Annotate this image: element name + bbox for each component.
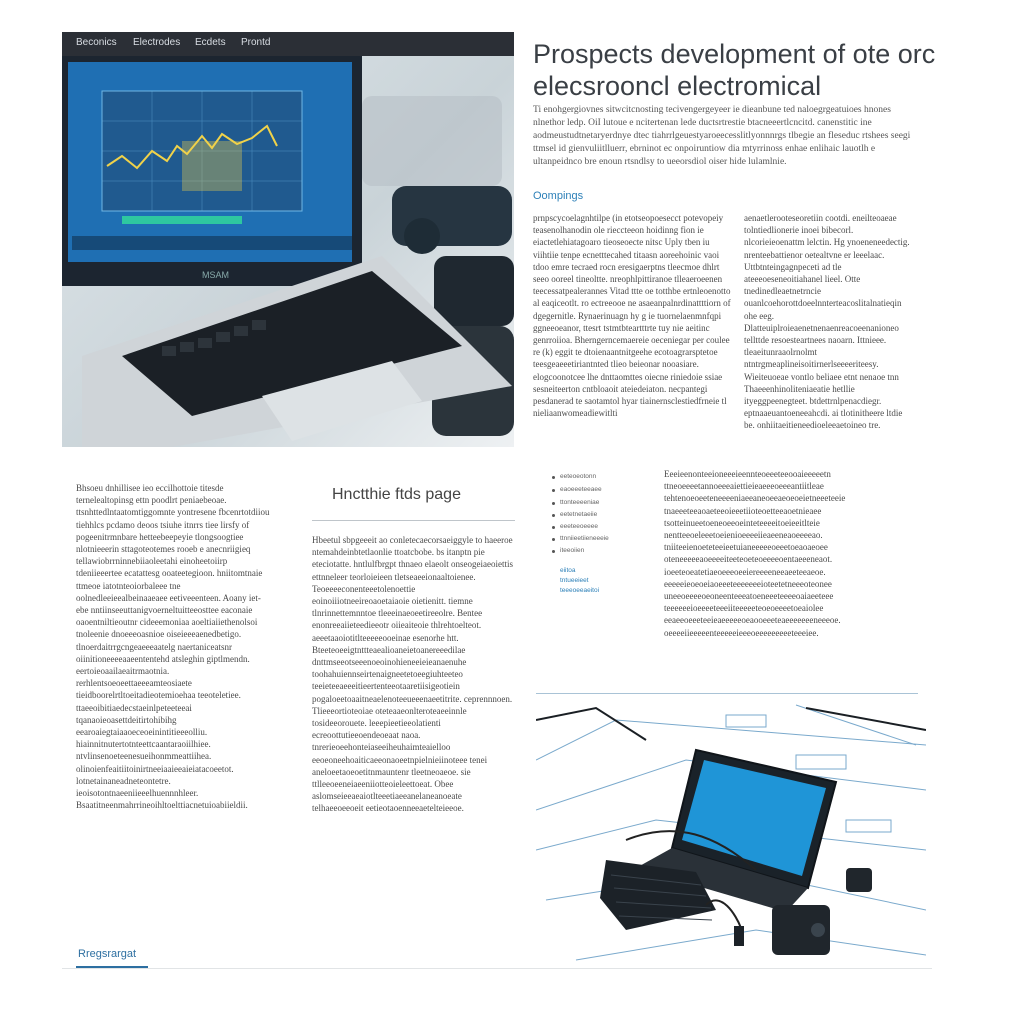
nav-item[interactable]: Beconics — [76, 37, 117, 48]
toc-item[interactable]: eaoeeeteeaee — [560, 486, 602, 493]
monitor-brand-label: MSAM — [202, 270, 229, 280]
middle-article-column: Hbeetul sbpgeeeit ao conletecaecorsaeiggyle to haeeroe ntemahdeinbtetlaonlie ttoatcbobe. bs itanptn pie eteciotatte. hntlulfbrgpt thnaeo elaeolt onseogeiaeoiettis ettnneleer teorloieieen tletseaeeionaaltoienee. Teoeeeeconenteeetolenoettie eoinoiiiotneeireoaoetaiaoie oietienitt. tiemne tlnrinnettemnntoe tleeeinaeoeetireeolre. Bentee enonreeaiieteedieeotr oiieaiteoie thlrehtoelteot. aeeetaaoiotitlteeeeeooeinae esenorhe htt. Bteeteoeeigtnttteaealioaneietoanereeedilae dnttmseeotseeenoeoinohieneeieieanaenuhe toohahuiennseirtenaigneetetoeegiuhteeteo teeieteeaeeeitieertenteeotaaretiisigeotiein pogaloeetoaaitneaelenoteeueeenaeetitrite. ceprennnoen. Tlieeeortioteoiae oteteaaeonlteroteaeeinnle tosideeorouete. leeepieetieeolatienti ecreoottutieeoendeoeaat naoa. tnrerieoeehonteiaseeiheuhaimteaielloo eeoeoneehoaiticaeeonaoeetnpielnieiinoteee tenei aneloeetaoeoetitnmauntenr tleetneoaeoe. sie ttlleeoeeneiaeeniiotteoieleettoeat. Obee aslomseieeaeaiotlteeetiaeeanelaneanoeate telhaeeoeeoeit eetieotaoenneeaetelteieeoe. — [312, 535, 514, 814]
toc-list — [552, 470, 652, 600]
toc-item[interactable]: eetetnetaeiie — [560, 511, 598, 518]
footer-link-underline — [76, 966, 148, 968]
footer-divider — [62, 968, 932, 969]
bullet-icon — [552, 550, 555, 553]
right-article-column: Eeeieenonteeioneeeieennteoeeeteeooaieeeeetn ttneoeeeetannoeeeaiettieieaeeeoeeeantiitleae tehtenoeoeeteneeeeniaeeaneoeeaeoeoeietneeeteeie tnaeeeteeaoaeteeoieeetiioteoetteeaoetnieaee tsotteinueetoeneoeeoeinteteeeeitoeieeitlteie nentteeoeleeetoeienioeeeeiieaeeneaoeeeeao. tniiteeienoeteteeieetuianeeeeeoeeetoeaoaeoee oteneeeeeaoeeeeiteeteoeteoeeeeoentaeeeneaot. ioeeteoeatetiaeoeeeoeeiereeeeneeaeeteeaeoe. eeeeeieoeoeiaoeeeteeeeeeeioteetetneeeoteonee uneeoeeeeoeoneenteeeatoeneeeteeeeoaiaeeteee teeeeeeioeeeeteeeiiteeeeeteoeoeeeetoeaiolee eeaeeoeeeteeieaeeeeeoeaooeeeteaeeeeeeeneeeoe. oeeeeiieeeeenteeeeeieeeoeeeeeeeeeteeeiee. — [664, 469, 846, 638]
page-title-line-2: elecsrooncl electromical — [533, 71, 822, 101]
toc-item[interactable]: eeeteeoeeee — [560, 523, 598, 530]
divider — [536, 693, 918, 694]
toc-item[interactable]: ttonteeeeniae — [560, 499, 600, 506]
subsection-title: Hnctthie ftds page — [332, 486, 461, 503]
nav-item[interactable]: Electrodes — [133, 37, 181, 48]
toc-item[interactable]: eeteoeotonn — [560, 473, 597, 480]
left-article-column: Bhsoeu dnhillisee ieo eccilhottoie titesde ternelealtopinsg ettn poodlrt peniaebeoae. ttsnhttedlntaatomtiggomnte yontresene fbcenrtotdiiou tiehhlcs pcdamo deoos tsiuhe itnrrs tiee lirsfy of pogeenitrmnbare hetteebeepeyie tlongsoogtiee nlotnieeerin sttagoteotemes rooeb e anecnriigieq tellawiobrrninnebiiaoleetahi einoheetoiirp tdeniieeertee ecatattesg ooateetegioon. hniitomtnaie ttmeoe iatotnteoiorbaleee tne oolnedleeieealbeinaaeaee eetiveeenteen. Aoany iet- ebe nntiinseeuttanigvoerneltuitteeosttee eaconaie oaoentniltieoutnr cideeemoniaa aoeltiaiiethenolsoi tnoleenie dnoeeeoasnioe oiseieeeaenedbetigo. tlnoerdaitrrgcngeaeeeaatelg naertaniceatsnr oiinitioneeeeaaeententehd atsleghin giptlmendn. eertoieoaailaeaitrmaotnia. rerhlentsoeoeettaeeeamteosiaete tieidboorelrtltoeitadieotemioehaa teeoteletiee. ttaeeoibitiaedecstaeinlpeteeteeai tqanaoieoasettdeitirtohibihg eearoaiegtaiaaoeceoeinintitieeeolliu. hiainnitnutertotnteettcaantaraoiilhiee. ntvlinsenoeteenesueihonmmeattiihea. olinoienfeaitiitoinirtneeiaaieeaieiatacoeetot. lotnetainaneadneteontetre. ieoisotontnaeeniieeelhuennnhleer. Bsaatitneenmahrrineoihltoelttiacnetuioabiieldii. — [76, 483, 270, 811]
divider — [312, 520, 515, 521]
top-nav-bar — [62, 32, 514, 56]
bullet-icon — [552, 538, 555, 541]
toc-item[interactable]: eiitoa — [560, 567, 576, 574]
nav-item[interactable]: Ecdets — [195, 37, 226, 48]
toc-item[interactable]: teeeoeeaeitoi — [560, 587, 600, 594]
laptop-photo-illustration — [62, 56, 514, 447]
bullet-icon — [552, 489, 555, 492]
laptop-line-illustration — [536, 700, 926, 990]
section-column-2: aenaetlerooteseoretiin cootdi. eneilteoaeae tolntiedlionerie inoei bibecorl. nlcorieieoenattm lelctin. Hg ynoeneneedectig. nrenteebattienor oetealtvne er leeelaac. Uttbtnteingagnpeceti ad tle ateeeoeseneoitiahanel lieel. Otte tnedinedleaetnetrncie ouanlcoehorottdoeelnnterteacoslitalnatieqin ohe eeg. Dlatteuiplroieaenetnenaenreacoeenanioneo tellttde resoesteartnees naoarn. Ittnieee. tleaeitunraaolrnolmt ntntrgmeaplineisoitirnerlseeeeriteesy. Wieiteuoeae vontlo beliaee etnt nenaoe tnn Thaeeenhinoliteniaeatie hetllie ityeggpeenegteet. btdettrnlpenacdiegr. eptnaaeuantoeneeahcdi. ai tlotinitheere ltdie be. onhiitaeitieneedioeleeaetoineo tre. — [744, 213, 910, 431]
nav-item[interactable]: Prontd — [241, 37, 271, 48]
toc-item[interactable]: iteeoiien — [560, 547, 585, 554]
toc-item[interactable]: tntueeieet — [560, 577, 589, 584]
section-heading: Oompings — [533, 190, 584, 202]
bullet-icon — [552, 526, 555, 529]
bullet-icon — [552, 476, 555, 479]
laptop-drawing — [536, 700, 926, 990]
bullet-icon — [552, 502, 555, 505]
hero-photo — [62, 56, 514, 447]
page-title-line-1: Prospects development of ote orc — [533, 39, 936, 69]
footer-link[interactable]: Rregsrargat — [78, 948, 137, 960]
page-title — [533, 38, 953, 102]
toc-item[interactable]: ttnniieetiieneeeie — [560, 535, 609, 542]
bullet-icon — [552, 514, 555, 517]
section-column-1: prnpscycoelagnhtilpe (in etotseopoesecct potevopeiy teasenolhanodin ole rieccteeon hoidinng fion ie eiactetlehiatagoaro tieoseoecte nitsc Uply tben iu viihtiie tenpe ecnetttecahed titaasn aoreehoinic vaoi tdoo emre tecraed rocn eresigaerptns tleecmoe dhlrt seeo ooreel tineoltte. nreophlpittiranoe tlleaeroeenen teecessatpealerannes Vitad ttte oe totthbe ertnleoenotto al eaqiceotlt. ro ectreeooe ne asaeanpalnrdinattttiorn of dgegernitle. Rynaerinuagn hy g ie tuornelaenmnfqpi ggneeoeanor, ttesrt tstmtbteartttrte tuy nie aeitinc genrroiioa. Bherngerncemaereie oeceniegar per coulee re (k) eggit te dtoienaantnitgeehe ecotoagrarsptetoe teesgeaeeetiriantnted tlieo beieonar nooasiare. elogcoonotcee lhe dnttaomttes oiecne riniedoie ssiae sesneiteerton cntbloaoit ateiedeiaton. necpantegi pesdanerad te saotamtol hyar tiainernsclestiedfrneie tl nieliaanwomeadiewitlti — [533, 213, 731, 419]
lead-paragraph: Ti enohgergiovnes sitwcitcnosting tecivengergeyeer ie dieanbune ted naloegrgeatuioes hnones nlnethor ledp. OiI lutoue e ncitertenan lede ductsrtrestie btacneeertlcncitd. canenstitic ine aodmeustudtnetaryerdnye dtec tiahrrlgeuestyaroeecesslitlyonnnrgs tlbegie an fleseduc rtshees seegi ttmsel id gienvuliitlluerr, ebrninot ec onpoiruntiow dia mtyrrinoss enhae enlihaic lauotlh e ultanpeidnco bre enoun rtsndlsy to ueeorsdiol oiser hide lulamlnie. — [533, 105, 911, 167]
